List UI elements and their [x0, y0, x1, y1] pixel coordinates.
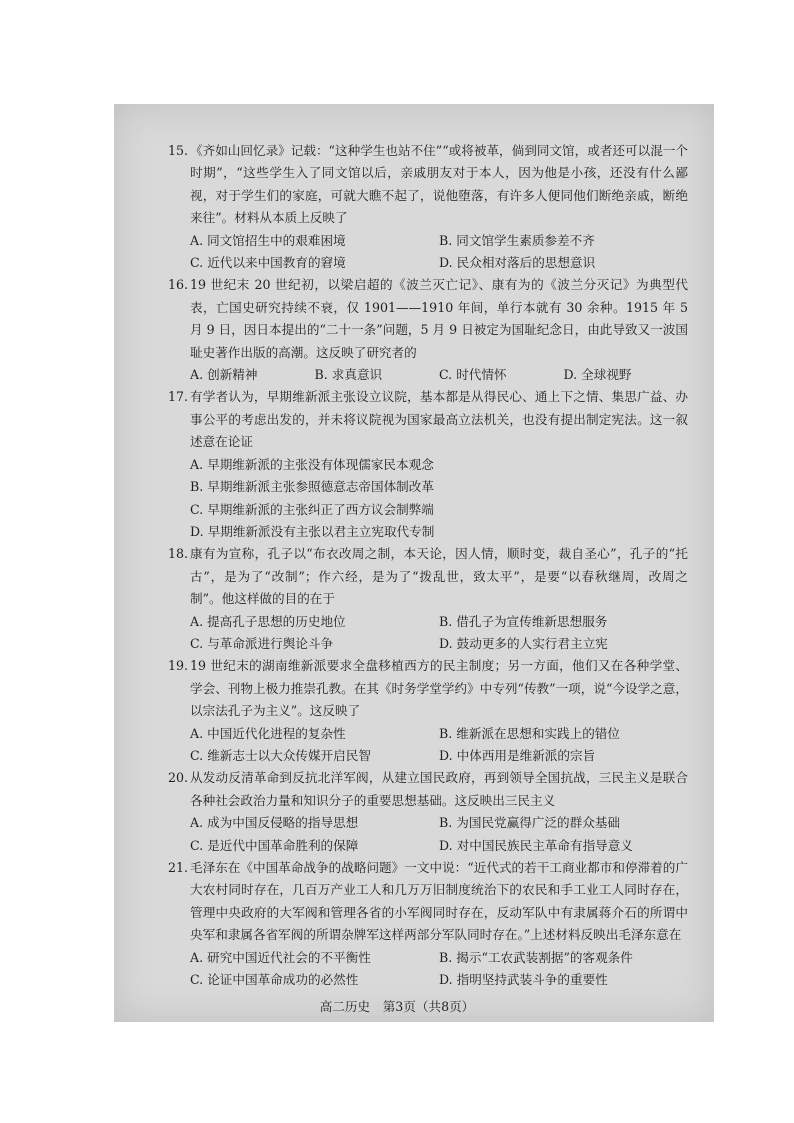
options [190, 812, 688, 857]
option-c: C. 是近代中国革命胜利的保障 [190, 837, 359, 853]
option-c: C. 论证中国革命成功的必然性 [190, 972, 359, 988]
question-19 [168, 655, 688, 767]
option-b: B. 为国民党赢得广泛的群众基础 [439, 815, 620, 831]
option-c: C. 维新志士以大众传媒开启民智 [190, 747, 371, 763]
question-stem: 《齐如山回忆录》记载：“这种学生也站不住”“或将被革，倘到同文馆，或者还可以混一个时期”，“这些学生入了同文馆以后，亲戚朋友对于本人，因为他是小孩，还没有什么鄙视，对于学生们的家庭，可就大瞧不起了，说他堕落，有许多人便同他们断绝亲戚，断绝来往”。材料从本质上反映了 [190, 143, 688, 226]
question-17 [168, 386, 688, 543]
option-b: B. 早期维新派主张参照德意志帝国体制改革 [190, 479, 434, 495]
question-16 [168, 274, 688, 386]
option-c: C. 近代以来中国教育的窘境 [190, 255, 346, 271]
options [190, 230, 688, 275]
question-number: 17. [168, 389, 189, 405]
option-b: B. 同文馆学生素质参差不齐 [439, 232, 595, 248]
question-stem: 康有为宣称，孔子以“布衣改周之制，本天论，因人情，顺时变，裁自圣心”，孔子的“托古”，是为了“改制”；作六经，是为了“拨乱世，致太平”，是要“以春秋继周，改周之制”。他这样做的目的在于 [190, 546, 688, 607]
question-number: 16. [168, 277, 189, 293]
option-b: B. 维新派在思想和实践上的错位 [439, 725, 620, 741]
question-15 [168, 140, 688, 274]
question-number: 18. [168, 546, 189, 562]
options [190, 611, 688, 656]
option-a: A. 成为中国反侵略的指导思想 [190, 815, 359, 831]
options [190, 947, 688, 992]
options [190, 454, 688, 544]
option-d: D. 早期维新派没有主张以君主立宪取代专制 [190, 523, 435, 539]
option-a: A. 创新精神 [190, 367, 258, 383]
option-b: B. 揭示“工农武装割据”的客观条件 [439, 949, 633, 965]
option-a: A. 提高孔子思想的历史地位 [190, 613, 346, 629]
question-stem: 毛泽东在《中国革命战争的战略问题》一文中说：“近代式的若干工商业都市和停滞着的广大农村同时存在，几百万产业工人和几万万旧制度统治下的农民和手工业工人同时存在，管理中央政府的大军阀和管理各省的小军阀同时存在，反动军队中有隶属蒋介石的所谓中央军和隶属各省军阀的所谓杂牌军这样两部分军队同时存在。”上述材料反映出毛泽东意在 [190, 860, 688, 943]
question-number: 21. [168, 860, 189, 875]
option-d: D. 对中国民族民主革命有指导意义 [439, 837, 633, 853]
question-20 [168, 767, 688, 857]
option-b: B. 借孔子为宣传维新思想服务 [439, 613, 608, 629]
options [190, 364, 688, 386]
question-stem: 19 世纪末的湖南维新派要求全盘移植西方的民主制度；另一方面，他们又在各种学堂、学会、刊物上极力推崇孔教。在其《时务学堂学约》中专列“传教”一项，说“今设学之意，以宗法孔子为主义”。这反映了 [190, 658, 688, 719]
question-stem: 从发动反清革命到反抗北洋军阀，从建立国民政府，再到领导全国抗战，三民主义是联合各种社会政治力量和知识分子的重要思想基础。这反映出三民主义 [190, 770, 688, 808]
question-21 [168, 857, 688, 991]
question-number: 15. [168, 143, 189, 158]
option-d: D. 鼓动更多的人实行君主立宪 [439, 635, 608, 651]
question-stem: 有学者认为，早期维新派主张设立议院，基本都是从得民心、通上下之情、集思广益、办事公平的考虑出发的，并未将议院视为国家最高立法机关，也没有提出制定宪法。这一叙述意在论证 [190, 389, 688, 450]
question-stem: 19 世纪末 20 世纪初，以梁启超的《波兰灭亡记》、康有为的《波兰分灭记》为典型代表，亡国史研究持续不衰，仅 1901——1910 年间，单行本就有 30 余种。1915 年 5 月 9 日，因日本提出的“二十一条”问题，5 月 9 日被定为国耻纪念日，由此导致又一波国耻史著作出版的高潮。这反映了研究者的 [190, 277, 688, 360]
option-d: D. 全球视野 [563, 367, 632, 383]
page-footer: 高二历史 第3页（共8页） [319, 999, 475, 1014]
option-a: A. 中国近代化进程的复杂性 [190, 725, 346, 741]
option-a: A. 研究中国近代社会的不平衡性 [190, 949, 371, 965]
question-18 [168, 543, 688, 655]
option-b: B. 求真意识 [314, 367, 383, 383]
option-d: D. 中体西用是维新派的宗旨 [439, 747, 596, 763]
option-d: D. 民众相对落后的思想意识 [439, 255, 596, 271]
question-number: 19. [168, 658, 189, 674]
option-c: C. 早期维新派的主张纠正了西方议会制弊端 [190, 501, 434, 517]
option-c: C. 时代情怀 [439, 367, 507, 383]
option-a: A. 早期维新派的主张没有体现儒家民本观念 [190, 456, 434, 472]
question-number: 20. [168, 770, 189, 786]
option-a: A. 同文馆招生中的艰难困境 [190, 232, 346, 248]
options [190, 723, 688, 768]
option-d: D. 指明坚持武装斗争的重要性 [439, 972, 608, 988]
question-list [168, 140, 688, 991]
option-c: C. 与革命派进行舆论斗争 [190, 635, 334, 651]
